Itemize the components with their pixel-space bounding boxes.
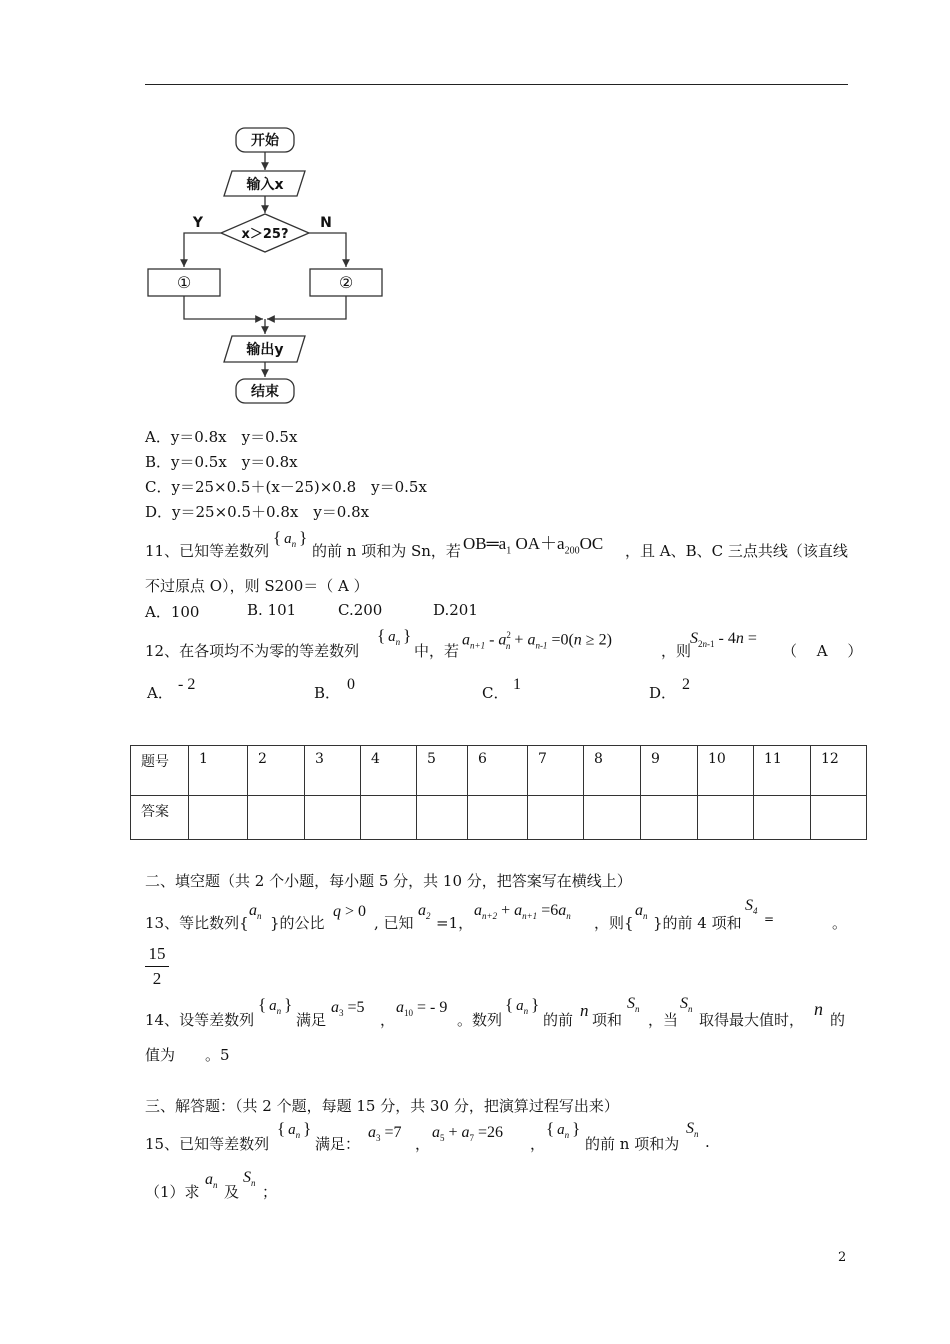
answer-table-num: 10 [698,746,754,796]
q15-sub1-text-1: （1）求 [145,1183,200,1201]
answer-table [130,745,867,840]
answer-table-num: 1 [189,746,248,796]
q12-seq-an: { $a_n$ } [377,626,412,647]
answer-table-header-row [131,746,867,796]
q14-n: n [580,1001,589,1020]
q14-seq-an-2: { $a_n$ } [505,995,540,1016]
q11-text-2: 的前 n 项和为 Sn，若 [312,542,461,560]
q12-text-3: ，则 [661,642,692,660]
q14-seq-an: { $a_n$ } [258,995,293,1016]
answer-cell[interactable] [528,796,584,840]
q15-text-4: ， [530,1135,546,1153]
q13-recurrence: $a_{n+2} + a_{n+1} =6a_n$ [474,902,571,922]
answer-table-answer-row [131,796,867,840]
q12-option-b-label: B． [314,684,341,702]
q15-a5-a7: $a_5 + a_7 =26$ [432,1124,504,1144]
q15-text-5: 的前 n 项和为 [585,1135,680,1153]
answer-table-num: 6 [468,746,528,796]
answer-cell[interactable] [811,796,867,840]
answer-table-num: 9 [641,746,698,796]
q12-option-c-label: C． [482,684,509,702]
q14-text-7: ，当 [648,1011,679,1029]
q14-line-2: 值为 。5 [145,1046,230,1064]
answer-table-head-label: 题号 [131,746,189,796]
page-number: 2 [838,1250,847,1265]
q15-text-3: ， [415,1135,431,1153]
q11-option-c: C.200 [338,601,383,619]
answer-table-num: 4 [361,746,417,796]
flow-end-label: 结束 [251,384,279,400]
answer-cell[interactable] [361,796,417,840]
q12-option-d-value: 2 [682,676,690,693]
q12-option-a-value: - 2 [178,676,196,693]
q12-option-c-value: 1 [513,676,521,693]
answer-table-num: 5 [417,746,468,796]
q11-option-a: A．100 [145,603,200,621]
answer-table-num: 3 [305,746,361,796]
answer-table-num: 12 [811,746,867,796]
section-2-heading: 二、填空题（共 2 个小题，每小题 5 分，共 10 分，把答案写在横线上） [145,872,632,890]
q15-sub1-sn: $S_n$ [243,1169,256,1189]
q15-sn: $S_n$ [686,1120,699,1140]
q15-seq-an: { $a_n$ } [277,1119,312,1140]
flow-start-label: 开始 [251,133,279,149]
q13-text-1: 13、等比数列{ [145,914,249,932]
flowchart [140,122,400,412]
q14-text-9: 的 [830,1011,846,1029]
q10-option-d: D．y＝25×0.5＋0.8x y＝0.8x [145,503,370,521]
q13-text-6: }的前 4 项和 [653,914,742,932]
q14-text-2: 满足 [296,1011,327,1029]
answer-cell[interactable] [584,796,641,840]
answer-table-num: 11 [754,746,811,796]
answer-table-num: 7 [528,746,584,796]
q10-option-b: B．y＝0.5x y＝0.8x [145,453,298,471]
q12-text-2: 中，若 [414,642,460,660]
flow-box-1-label: ① [176,273,192,292]
answer-cell[interactable] [305,796,361,840]
q14-text-3: ， [380,1011,396,1029]
answer-cell[interactable] [754,796,811,840]
q13-eq: = [764,912,775,926]
q14-text-1: 14、设等差数列 [145,1011,255,1029]
answer-cell[interactable] [641,796,698,840]
flow-box-2-label: ② [338,273,354,292]
answer-table-num: 2 [248,746,305,796]
q15-text-2: 满足： [315,1135,361,1153]
q15-a3: $a_3 =7$ [368,1124,402,1144]
answer-cell[interactable] [698,796,754,840]
q13-a2: $a_2$ [418,902,431,922]
q11-seq-an: { $a_n$ } [273,528,308,549]
q15-seq-an-2: { $a_n$ } [546,1119,581,1140]
q10-option-c: C．y＝25×0.5＋(x－25)×0.8 y＝0.5x [145,478,427,496]
q13-answer-numerator: 15 [148,944,166,963]
q15-sub1-an: $a_n$ [205,1171,218,1191]
q15-sub1-text-2: 及 [224,1183,240,1201]
answer-cell[interactable] [468,796,528,840]
q12-text-1: 12、在各项均不为零的等差数列 [145,642,360,660]
q11-text-1: 11、已知等差数列 [145,542,270,560]
q14-sn-2: $S_n$ [680,995,693,1015]
q11-option-b: B. 101 [247,601,297,619]
q13-answer-fraction [145,944,169,989]
q13-an-2: $a_n$ [635,902,648,922]
q14-a10: $a_{10}$ = - 9 [396,999,448,1019]
q11-line-2: 不过原点 O），则 S200＝（ A ） [145,577,369,595]
answer-table-answer-label: 答案 [131,796,189,840]
flow-no-label: N [320,215,332,231]
q13-text-3: , 已知 [374,914,414,932]
q14-text-4: 。数列 [457,1011,503,1029]
section-3-heading: 三、解答题：（共 2 个题，每题 15 分，共 30 分，把演算过程写出来） [145,1097,619,1115]
header-rule [145,84,848,85]
q11-option-d: D.201 [433,601,478,619]
q12-expression: $S_{2n-1} - 4n$ = [690,630,757,650]
q14-text-5: 的前 [543,1011,574,1029]
q12-condition: $a_{n+1} - a^2_n + a_{n-1} =0(n \ge 2)$ [462,630,612,651]
q10-option-a: A．y＝0.8x y＝0.5x [145,428,298,446]
answer-table-num: 8 [584,746,641,796]
q15-text-1: 15、已知等差数列 [145,1135,270,1153]
q12-option-b-value: 0 [347,676,355,693]
q12-option-d-label: D． [649,684,677,702]
q14-text-8: 取得最大值时， [699,1011,805,1029]
flow-input-label: 输入x [246,177,284,193]
q13-ratio: q > 0 [333,903,367,920]
flow-output-label: 输出y [246,342,284,358]
q14-sn: $S_n$ [627,995,640,1015]
q15-text-6: . [705,1133,710,1151]
answer-cell[interactable] [189,796,248,840]
fraction-bar [145,966,169,967]
q12-option-a-label: A． [147,684,173,702]
q14-a3: $a_3 =5$ [331,999,365,1019]
q14-text-6: 项和 [592,1011,623,1029]
q13-answer-denominator: 2 [152,969,162,988]
flow-decision-label: x＞25? [241,227,289,242]
q13-text-5: ，则{ [594,914,634,932]
answer-cell[interactable] [248,796,305,840]
flow-yes-label: Y [192,215,204,231]
q13-end: 。 [832,914,848,932]
q11-vector-eq: $OB═a_1$ $OA+a_{200}OC$ [463,534,604,557]
q13-text-2: }的公比 [270,914,325,932]
q11-text-3: ，且 A、B、C 三点共线（该直线 [625,542,848,560]
answer-cell[interactable] [417,796,468,840]
q14-n-2: n [814,999,823,1019]
q13-an: $a_n$ [249,902,262,922]
q12-answer: （ A ） [782,642,863,660]
q15-sub1-text-3: ； [262,1183,278,1201]
q13-s4: $S_4$ [745,897,758,917]
q13-text-4: =1， [436,914,474,932]
